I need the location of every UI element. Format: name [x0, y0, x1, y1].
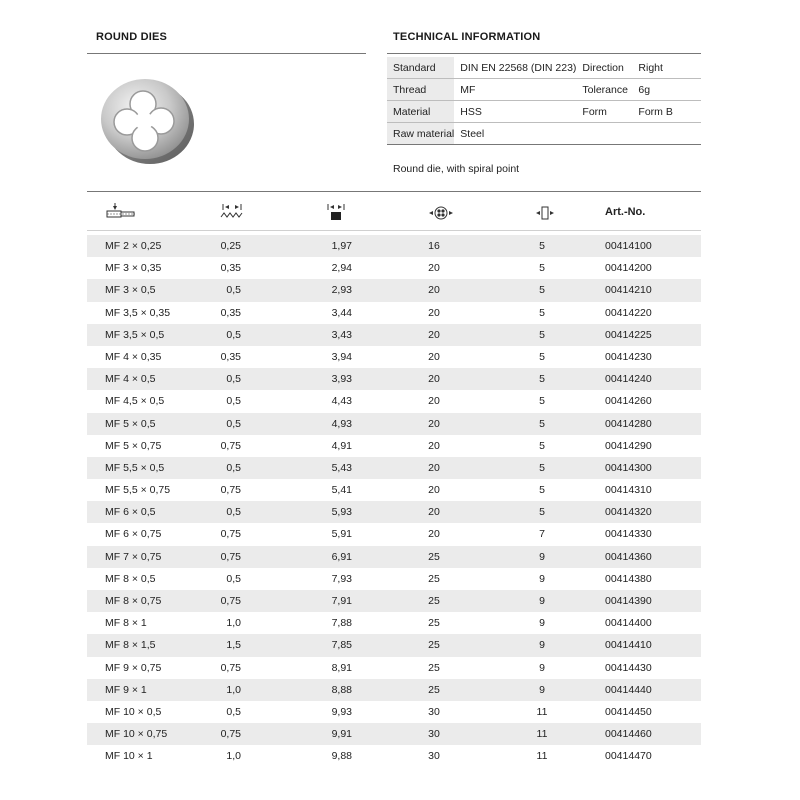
table-row: [87, 523, 701, 545]
drill-size-cell: 5,91: [331, 528, 352, 541]
artno-cell: 00414225: [605, 328, 652, 341]
table-row: [87, 235, 701, 257]
width-cell: 5: [539, 461, 545, 474]
width-cell: 5: [539, 506, 545, 519]
tech-value-2: [632, 123, 701, 145]
pitch-cell: 1,5: [226, 639, 241, 652]
pitch-cell: 0,75: [220, 528, 241, 541]
table-row: [87, 457, 701, 479]
drill-size-cell: 2,93: [331, 284, 352, 297]
drill-size-cell: 7,85: [331, 639, 352, 652]
table-row: [87, 590, 701, 612]
drill-size-icon: [325, 201, 347, 221]
table-row: [87, 368, 701, 390]
artno-cell: 00414260: [605, 395, 652, 408]
outer-diameter-cell: 25: [428, 661, 440, 674]
section-divider: [87, 53, 366, 54]
width-cell: 9: [539, 639, 545, 652]
artno-cell: 00414360: [605, 550, 652, 563]
round-die-image: [97, 74, 197, 166]
drill-size-cell: 6,91: [331, 550, 352, 563]
width-icon: [535, 201, 555, 221]
size-cell: MF 3,5 × 0,35: [105, 306, 171, 319]
tech-label: Material: [387, 101, 454, 123]
table-row: [87, 435, 701, 457]
tech-label-2: Form: [576, 101, 632, 123]
table-row: [87, 745, 701, 767]
outer-diameter-cell: 20: [428, 306, 440, 319]
size-cell: MF 7 × 0,75: [105, 550, 162, 563]
drill-size-cell: 9,91: [331, 728, 352, 741]
artno-cell: 00414410: [605, 639, 652, 652]
outer-diameter-cell: 30: [428, 728, 440, 741]
drill-size-cell: 8,88: [331, 683, 352, 696]
artno-cell: 00414290: [605, 439, 652, 452]
size-cell: MF 6 × 0,75: [105, 528, 162, 541]
table-top-divider: [87, 191, 701, 192]
width-cell: 5: [539, 284, 545, 297]
width-cell: 9: [539, 683, 545, 696]
pitch-cell: 0,75: [220, 439, 241, 452]
tech-label: Standard: [387, 57, 454, 79]
artno-cell: 00414220: [605, 306, 652, 319]
outer-diameter-cell: 25: [428, 683, 440, 696]
drill-size-cell: 3,93: [331, 373, 352, 386]
artno-cell: 00414430: [605, 661, 652, 674]
size-cell: MF 4,5 × 0,5: [105, 395, 165, 408]
drill-size-cell: 3,94: [331, 350, 352, 363]
size-cell: MF 8 × 0,75: [105, 595, 162, 607]
artno-cell: 00414390: [605, 595, 652, 607]
size-cell: MF 5,5 × 0,75: [105, 484, 171, 497]
tech-label: Raw material: [387, 123, 454, 145]
width-cell: 5: [539, 262, 545, 275]
width-cell: 9: [539, 572, 545, 585]
tech-row: [387, 79, 701, 101]
artno-cell: 00414320: [605, 506, 652, 519]
width-cell: 9: [539, 595, 545, 607]
width-cell: 11: [536, 728, 548, 741]
drill-size-cell: 5,41: [331, 484, 352, 497]
pitch-cell: 1,0: [226, 617, 241, 630]
artno-cell: 00414380: [605, 572, 652, 585]
pitch-cell: 0,5: [226, 284, 241, 297]
table-row: [87, 501, 701, 523]
size-cell: MF 4 × 0,35: [105, 350, 162, 363]
tech-value: Steel: [454, 123, 576, 145]
pitch-cell: 0,75: [220, 661, 241, 674]
tech-value-2: 6g: [632, 79, 701, 101]
pitch-cell: 0,5: [226, 395, 241, 408]
drill-size-cell: 8,91: [331, 661, 352, 674]
width-cell: 11: [536, 705, 548, 718]
outer-diameter-cell: 16: [428, 240, 440, 252]
tech-label-2: Tolerance: [576, 79, 632, 101]
outer-diameter-cell: 25: [428, 639, 440, 652]
pitch-cell: 0,5: [226, 506, 241, 519]
size-cell: MF 2 × 0,25: [105, 240, 162, 252]
pitch-cell: 0,75: [220, 728, 241, 741]
outer-diameter-cell: 20: [428, 439, 440, 452]
outer-diameter-cell: 25: [428, 572, 440, 585]
size-cell: MF 3 × 0,5: [105, 284, 156, 297]
drill-size-cell: 1,97: [331, 240, 352, 252]
size-cell: MF 5,5 × 0,5: [105, 461, 165, 474]
drill-size-cell: 9,93: [331, 705, 352, 718]
width-cell: 5: [539, 240, 545, 252]
pitch-cell: 1,0: [226, 683, 241, 696]
pitch-cell: 0,75: [220, 595, 241, 607]
artno-cell: 00414400: [605, 617, 652, 630]
table-row: [87, 723, 701, 745]
size-cell: MF 4 × 0,5: [105, 373, 156, 386]
pitch-cell: 0,5: [226, 373, 241, 386]
outer-diameter-cell: 20: [428, 528, 440, 541]
tech-value: MF: [454, 79, 576, 101]
size-cell: MF 10 × 0,75: [105, 728, 168, 741]
pitch-cell: 0,75: [220, 550, 241, 563]
artno-cell: 00414440: [605, 683, 652, 696]
pitch-cell: 0,25: [220, 240, 241, 252]
table-row: [87, 568, 701, 590]
size-cell: MF 8 × 1: [105, 617, 147, 630]
artno-cell: 00414330: [605, 528, 652, 541]
table-row: [87, 279, 701, 301]
table-row: [87, 479, 701, 501]
outer-diameter-cell: 20: [428, 373, 440, 386]
outer-diameter-cell: 20: [428, 417, 440, 430]
drill-size-cell: 5,43: [331, 461, 352, 474]
pitch-cell: 0,5: [226, 572, 241, 585]
table-row: [87, 346, 701, 368]
table-row: [87, 302, 701, 324]
pitch-cell: 0,35: [220, 306, 241, 319]
artno-cell: 00414210: [605, 284, 652, 297]
drill-size-cell: 7,93: [331, 572, 352, 585]
outer-diameter-cell: 20: [428, 284, 440, 297]
tech-info-divider: [387, 53, 701, 54]
outer-diameter-cell: 30: [428, 705, 440, 718]
size-cell: MF 9 × 1: [105, 683, 147, 696]
pitch-cell: 0,35: [220, 350, 241, 363]
outer-diameter-cell: 25: [428, 617, 440, 630]
drill-size-cell: 2,94: [331, 262, 352, 275]
product-table: [87, 235, 701, 768]
drill-size-cell: 5,93: [331, 506, 352, 519]
pitch-cell: 0,5: [226, 417, 241, 430]
thread-size-icon: [105, 201, 137, 221]
width-cell: 11: [536, 750, 548, 763]
table-row: [87, 257, 701, 279]
tech-value-2: Right: [632, 57, 701, 79]
outer-diameter-cell: 25: [428, 595, 440, 607]
artno-cell: 00414450: [605, 705, 652, 718]
tech-value: DIN EN 22568 (DIN 223): [454, 57, 576, 79]
table-row: [87, 324, 701, 346]
width-cell: 5: [539, 306, 545, 319]
outer-diameter-icon: [428, 201, 454, 221]
size-cell: MF 6 × 0,5: [105, 506, 156, 519]
tech-label: Thread: [387, 79, 454, 101]
artno-cell: 00414470: [605, 750, 652, 763]
pitch-cell: 0,5: [226, 461, 241, 474]
outer-diameter-cell: 20: [428, 506, 440, 519]
table-row: [87, 679, 701, 701]
tech-label-2: [576, 123, 632, 145]
outer-diameter-cell: 20: [428, 262, 440, 275]
size-cell: MF 3 × 0,35: [105, 262, 162, 275]
artno-cell: 00414310: [605, 484, 652, 497]
table-row: [87, 413, 701, 435]
outer-diameter-cell: 20: [428, 328, 440, 341]
artno-cell: 00414300: [605, 461, 652, 474]
drill-size-cell: 7,88: [331, 617, 352, 630]
width-cell: 9: [539, 661, 545, 674]
pitch-cell: 1,0: [226, 750, 241, 763]
width-cell: 7: [539, 528, 545, 541]
pitch-cell: 0,35: [220, 262, 241, 275]
width-cell: 5: [539, 439, 545, 452]
size-cell: MF 9 × 0,75: [105, 661, 162, 674]
outer-diameter-cell: 30: [428, 750, 440, 763]
width-cell: 5: [539, 417, 545, 430]
table-row: [87, 634, 701, 656]
size-cell: MF 3,5 × 0,5: [105, 328, 165, 341]
artno-cell: 00414240: [605, 373, 652, 386]
artno-cell: 00414460: [605, 728, 652, 741]
table-row: [87, 657, 701, 679]
drill-size-cell: 9,88: [331, 750, 352, 763]
tech-info-title: TECHNICAL INFORMATION: [393, 31, 541, 43]
outer-diameter-cell: 20: [428, 484, 440, 497]
outer-diameter-cell: 20: [428, 461, 440, 474]
width-cell: 5: [539, 328, 545, 341]
tech-value-2: Form B: [632, 101, 701, 123]
outer-diameter-cell: 25: [428, 550, 440, 563]
size-cell: MF 10 × 1: [105, 750, 153, 763]
tech-label-2: Direction: [576, 57, 632, 79]
drill-size-cell: 4,91: [331, 439, 352, 452]
tech-row: [387, 123, 701, 145]
pitch-cell: 0,75: [220, 484, 241, 497]
table-row: [87, 546, 701, 568]
size-cell: MF 10 × 0,5: [105, 705, 162, 718]
size-cell: MF 5 × 0,5: [105, 417, 156, 430]
size-cell: MF 8 × 0,5: [105, 572, 156, 585]
technical-info-table: [387, 57, 701, 145]
width-cell: 5: [539, 395, 545, 408]
size-cell: MF 8 × 1,5: [105, 639, 156, 652]
drill-size-cell: 3,44: [331, 306, 352, 319]
drill-size-cell: 3,43: [331, 328, 352, 341]
tech-row: [387, 57, 701, 79]
artno-cell: 00414230: [605, 350, 652, 363]
drill-size-cell: 4,43: [331, 395, 352, 408]
pitch-icon: [220, 201, 244, 221]
drill-size-cell: 4,93: [331, 417, 352, 430]
width-cell: 9: [539, 550, 545, 563]
artno-header: Art.-No.: [605, 206, 646, 218]
width-cell: 5: [539, 350, 545, 363]
pitch-cell: 0,5: [226, 328, 241, 341]
tech-value: HSS: [454, 101, 576, 123]
table-row: [87, 612, 701, 634]
width-cell: 5: [539, 484, 545, 497]
tech-description: Round die, with spiral point: [393, 163, 520, 175]
artno-cell: 00414280: [605, 417, 652, 430]
pitch-cell: 0,5: [226, 705, 241, 718]
size-cell: MF 5 × 0,75: [105, 439, 162, 452]
width-cell: 5: [539, 373, 545, 386]
table-row: [87, 390, 701, 412]
table-row: [87, 701, 701, 723]
outer-diameter-cell: 20: [428, 350, 440, 363]
artno-cell: 00414200: [605, 262, 652, 275]
tech-row: [387, 101, 701, 123]
artno-cell: 00414100: [605, 240, 652, 252]
section-title: ROUND DIES: [96, 31, 168, 43]
header-divider: [87, 230, 701, 231]
width-cell: 9: [539, 617, 545, 630]
outer-diameter-cell: 20: [428, 395, 440, 408]
drill-size-cell: 7,91: [331, 595, 352, 607]
